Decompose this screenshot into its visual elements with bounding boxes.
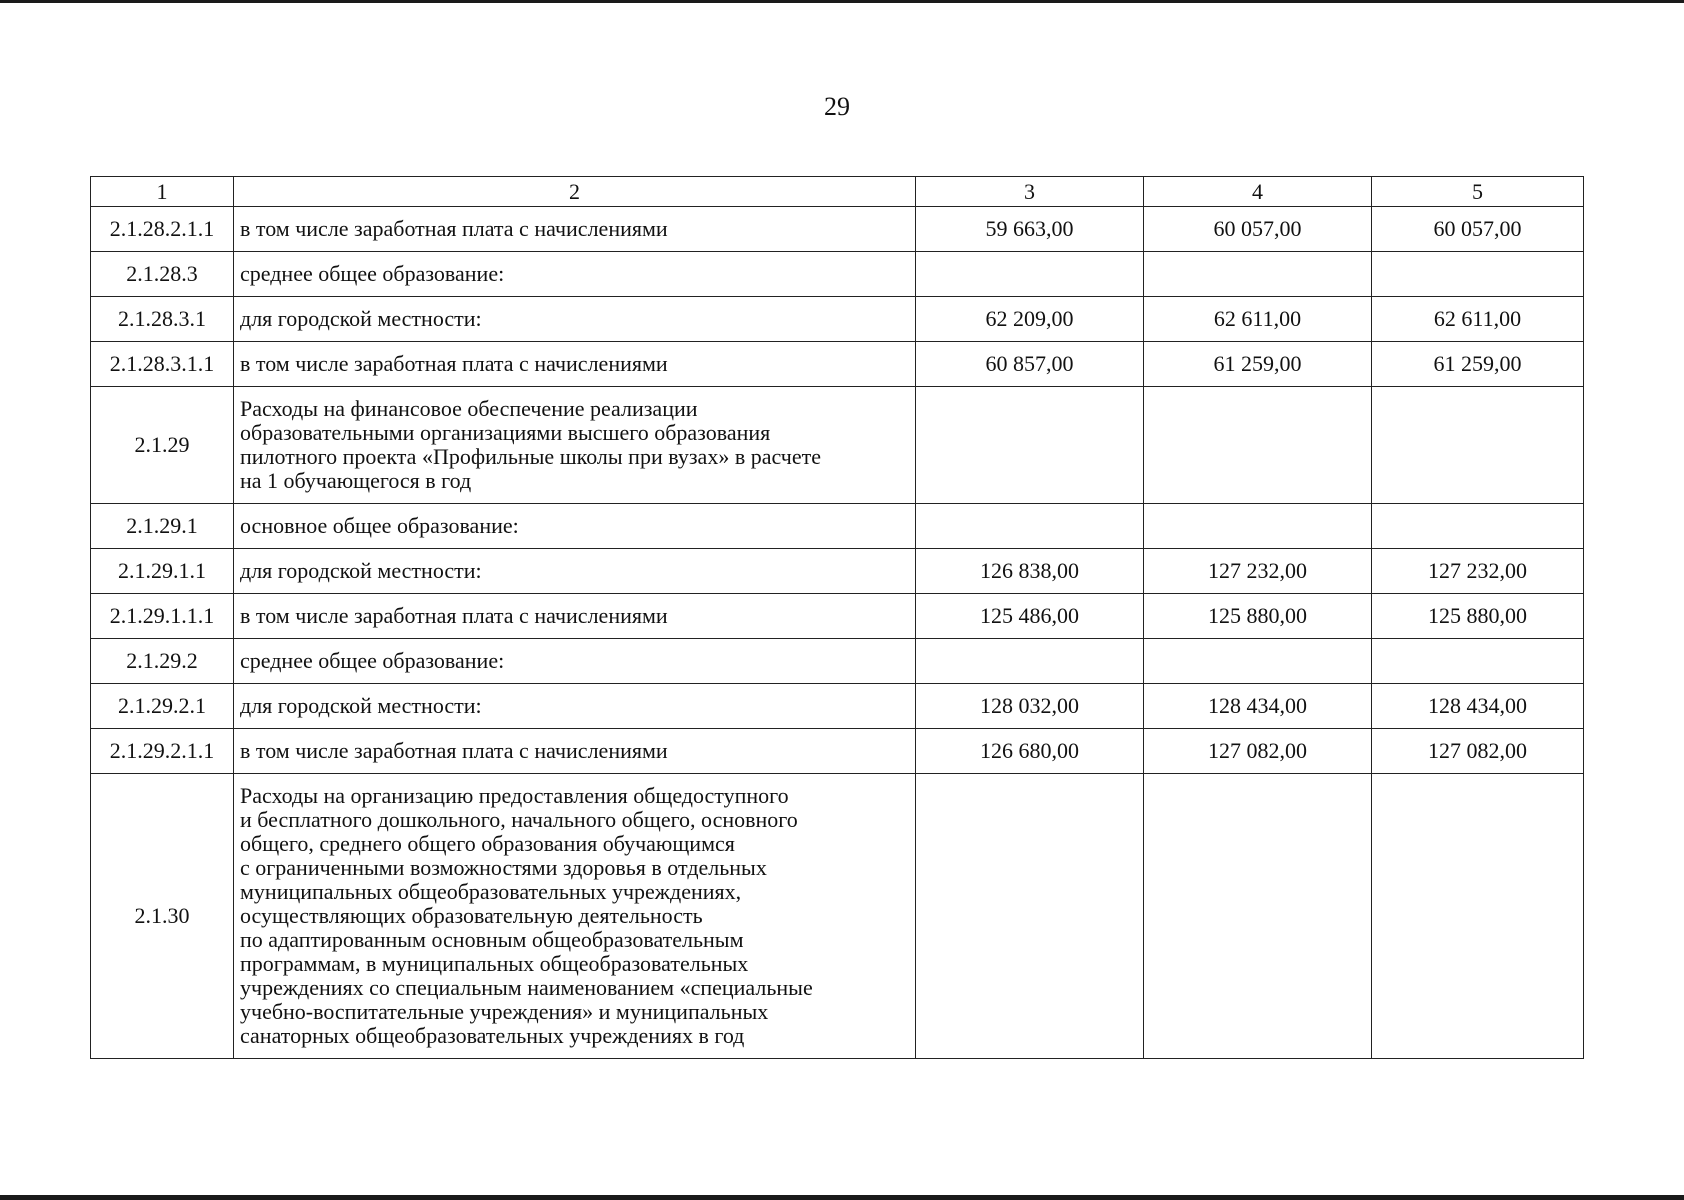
row-description [234,297,916,342]
value-col-5: 62 611,00 [1372,297,1584,342]
row-code: 2.1.28.3 [91,252,234,297]
table-row [91,387,1584,504]
table-row [91,639,1584,684]
description-line: основное общее образование: [240,513,519,538]
value-col-4 [1144,774,1372,1059]
description-line: Расходы на организацию предоставления общедоступного [240,783,789,808]
header-cell-5: 5 [1372,177,1584,207]
value-col-5 [1372,504,1584,549]
row-code: 2.1.28.3.1.1 [91,342,234,387]
value-col-5: 127 082,00 [1372,729,1584,774]
value-col-4 [1144,252,1372,297]
table-row [91,684,1584,729]
table-row [91,207,1584,252]
value-col-3: 62 209,00 [916,297,1144,342]
table-row [91,297,1584,342]
value-col-5: 61 259,00 [1372,342,1584,387]
value-col-3 [916,639,1144,684]
table-row [91,774,1584,1059]
description-line: осуществляющих образовательную деятельность [240,903,703,928]
description-line: с ограниченными возможностями здоровья в отдельных [240,855,767,880]
table-row [91,252,1584,297]
header-cell-3: 3 [916,177,1144,207]
row-code: 2.1.30 [91,774,234,1059]
description-line: учреждениях со специальным наименованием «специальные [240,975,813,1000]
value-col-4 [1144,504,1372,549]
value-col-4: 62 611,00 [1144,297,1372,342]
row-description [234,252,916,297]
description-line: для городской местности: [240,558,482,583]
description-line: Расходы на финансовое обеспечение реализации [240,396,698,421]
value-col-4 [1144,639,1372,684]
row-description [234,729,916,774]
table-row [91,594,1584,639]
description-line: санаторных общеобразовательных учреждениях в год [240,1023,745,1048]
description-line: в том числе заработная плата с начислениями [240,216,668,241]
table-row [91,729,1584,774]
row-description [234,504,916,549]
description-line: учебно-воспитательные учреждения» и муниципальных [240,999,769,1024]
row-code: 2.1.29.2 [91,639,234,684]
header-cell-4: 4 [1144,177,1372,207]
description-line: для городской местности: [240,693,482,718]
row-description [234,549,916,594]
row-description [234,342,916,387]
row-description [234,594,916,639]
row-code: 2.1.29.1 [91,504,234,549]
description-line: на 1 обучающегося в год [240,468,472,493]
data-table [90,176,1584,1059]
description-line: среднее общее образование: [240,261,505,286]
header-cell-1: 1 [91,177,234,207]
value-col-5: 60 057,00 [1372,207,1584,252]
header-cell-2: 2 [234,177,916,207]
description-line: пилотного проекта «Профильные школы при вузах» в расчете [240,444,822,469]
value-col-5: 127 232,00 [1372,549,1584,594]
row-code: 2.1.29 [91,387,234,504]
row-description [234,639,916,684]
value-col-4: 60 057,00 [1144,207,1372,252]
value-col-3: 60 857,00 [916,342,1144,387]
row-code: 2.1.29.2.1.1 [91,729,234,774]
row-code: 2.1.29.1.1 [91,549,234,594]
value-col-4: 128 434,00 [1144,684,1372,729]
value-col-4: 127 082,00 [1144,729,1372,774]
description-line: в том числе заработная плата с начислениями [240,603,668,628]
scan-top-edge [0,0,1684,3]
row-code: 2.1.28.2.1.1 [91,207,234,252]
scan-bottom-edge [0,1195,1684,1200]
value-col-5 [1372,774,1584,1059]
value-col-3: 128 032,00 [916,684,1144,729]
description-line: для городской местности: [240,306,482,331]
row-description [234,684,916,729]
value-col-3: 126 838,00 [916,549,1144,594]
value-col-4 [1144,387,1372,504]
row-code: 2.1.29.1.1.1 [91,594,234,639]
value-col-3: 126 680,00 [916,729,1144,774]
row-description [234,774,916,1059]
row-code: 2.1.28.3.1 [91,297,234,342]
value-col-5 [1372,387,1584,504]
table-row [91,549,1584,594]
row-code: 2.1.29.2.1 [91,684,234,729]
value-col-5 [1372,639,1584,684]
value-col-4: 61 259,00 [1144,342,1372,387]
description-line: по адаптированным основным общеобразовательным [240,927,744,952]
value-col-3: 125 486,00 [916,594,1144,639]
page-number: 29 [824,92,850,121]
description-line: в том числе заработная плата с начислениями [240,738,668,763]
value-col-3 [916,387,1144,504]
value-col-3 [916,774,1144,1059]
description-line: образовательными организациями высшего образования [240,420,771,445]
value-col-4: 127 232,00 [1144,549,1372,594]
description-line: среднее общее образование: [240,648,505,673]
description-line: муниципальных общеобразовательных учреждениях, [240,879,742,904]
description-line: общего, среднего общего образования обучающимся [240,831,735,856]
value-col-4: 125 880,00 [1144,594,1372,639]
value-col-5 [1372,252,1584,297]
description-line: и бесплатного дошкольного, начального общего, основного [240,807,798,832]
header-row [91,177,1584,207]
description-line: программам, в муниципальных общеобразовательных [240,951,749,976]
value-col-5: 125 880,00 [1372,594,1584,639]
value-col-5: 128 434,00 [1372,684,1584,729]
row-description [234,387,916,504]
value-col-3: 59 663,00 [916,207,1144,252]
table-row [91,504,1584,549]
row-description [234,207,916,252]
description-line: в том числе заработная плата с начислениями [240,351,668,376]
table-row [91,342,1584,387]
value-col-3 [916,252,1144,297]
value-col-3 [916,504,1144,549]
